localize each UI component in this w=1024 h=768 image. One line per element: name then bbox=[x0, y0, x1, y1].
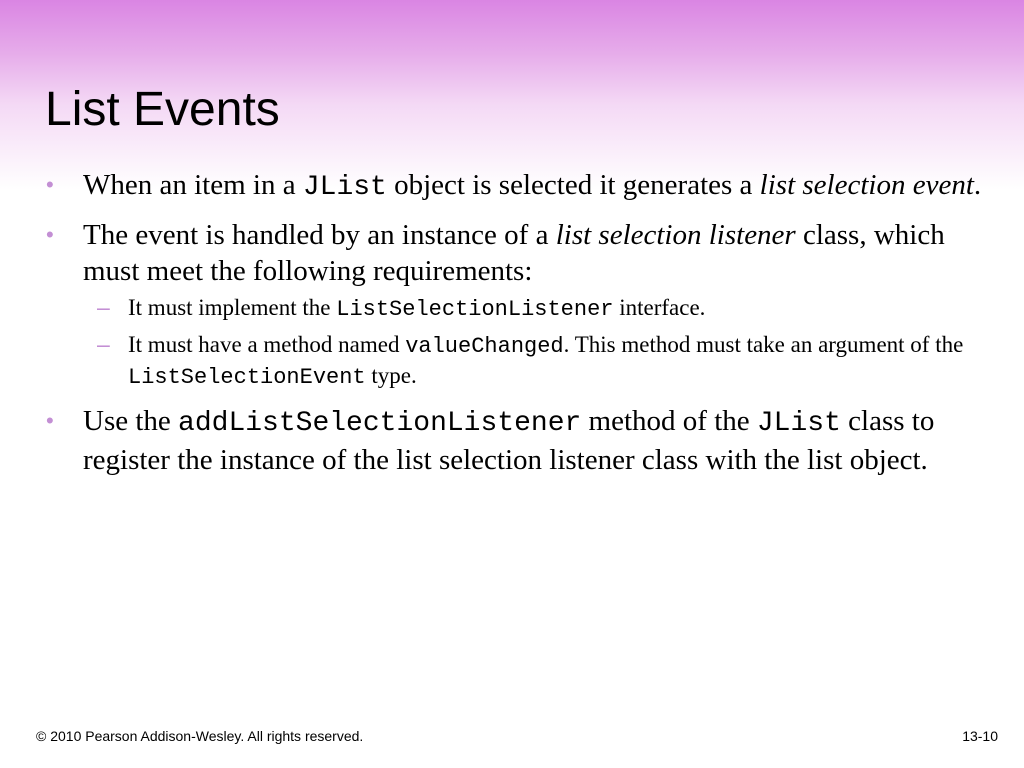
sub-bullet-1-code: ListSelectionListener bbox=[336, 297, 614, 322]
bullet-2-italic-term: list selection listener bbox=[555, 219, 796, 251]
sub-bullet-2-text-2: . This method must take an argument of the bbox=[563, 332, 964, 357]
bullet-1-text-1: When an item in a bbox=[83, 169, 303, 201]
bullet-3-code-1: addListSelectionListener bbox=[178, 408, 582, 439]
dash-icon: – bbox=[97, 331, 110, 357]
bullet-1-text-3: . bbox=[973, 169, 982, 201]
slide-title: List Events bbox=[45, 83, 280, 136]
slide-body bbox=[0, 167, 1000, 489]
bullet-2-sublist bbox=[83, 293, 1000, 392]
bullet-2-text-2: class, which must meet the following requirements: bbox=[83, 219, 945, 287]
footer-page-number: 13-10 bbox=[962, 728, 998, 744]
bullet-1-text-2: object is selected it generates a bbox=[386, 169, 760, 201]
bullet-1-code-jlist: JList bbox=[302, 172, 387, 203]
bullet-dot-icon: • bbox=[46, 172, 54, 197]
bullet-dot-icon: • bbox=[46, 408, 54, 433]
bullet-3-text-2: method of the bbox=[581, 405, 757, 437]
bullet-item-1 bbox=[0, 167, 1000, 206]
bullet-3-text-1: Use the bbox=[83, 405, 179, 437]
sub-bullet-item-2 bbox=[83, 330, 1000, 392]
bullet-item-3 bbox=[0, 403, 1000, 478]
dash-icon: – bbox=[97, 294, 110, 320]
sub-bullet-2-code-2: ListSelectionEvent bbox=[128, 365, 366, 390]
sub-bullet-1-text-2: interface. bbox=[613, 295, 706, 320]
sub-bullet-2-text-1: It must have a method named bbox=[128, 332, 406, 357]
sub-bullet-item-1 bbox=[83, 293, 1000, 324]
footer-copyright: © 2010 Pearson Addison-Wesley. All rights reserved. bbox=[36, 728, 364, 744]
bullet-1-italic-term: list selection event bbox=[759, 169, 974, 201]
sub-bullet-2-code-1: valueChanged bbox=[405, 334, 564, 359]
bullet-dot-icon: • bbox=[46, 222, 54, 247]
bullet-3-text-3: class to register the instance of the list selection listener class with the list object. bbox=[83, 405, 935, 476]
bullet-2-text-1: The event is handled by an instance of a bbox=[83, 219, 556, 251]
bullet-3-code-2: JList bbox=[756, 408, 841, 439]
bullet-item-2 bbox=[0, 217, 1000, 392]
sub-bullet-1-text-1: It must implement the bbox=[128, 295, 337, 320]
sub-bullet-2-text-3: type. bbox=[365, 363, 417, 388]
